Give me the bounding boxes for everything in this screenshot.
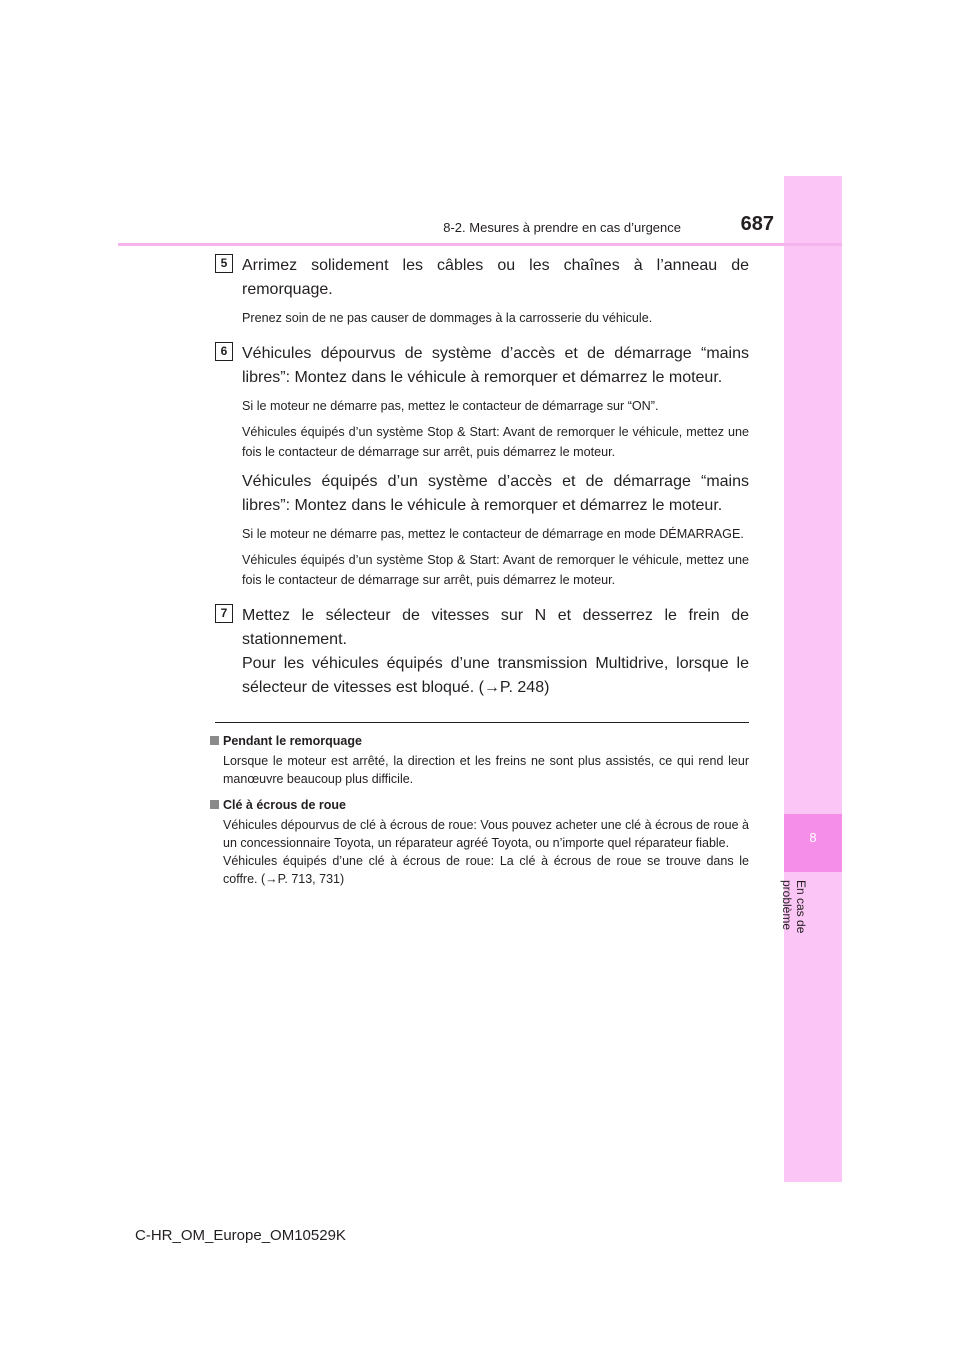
square-bullet-icon bbox=[210, 800, 219, 809]
step-title-alt: Véhicules équipés d’un système d’accès et de démarrage “mains libres”: Montez dans le véhicule à remorquer et démarrez le moteur. bbox=[242, 473, 749, 514]
tip-text: Véhicules dépourvus de clé à écrous de roue: Vous pouvez acheter une clé à écrous de roue à un concessionnaire Toyota, un réparateur agréé Toyota, ou n’importe quel réparateur fiable. bbox=[223, 818, 749, 850]
step-6 bbox=[215, 342, 749, 590]
tips-section bbox=[210, 732, 749, 888]
step-number: 5 bbox=[215, 254, 233, 273]
tip-title bbox=[210, 732, 749, 750]
tip-text: Lorsque le moteur est arrêté, la direction et les freins ne sont plus assistés, ce qui rend leur manœuvre beaucoup plus difficile. bbox=[223, 754, 749, 786]
step-note: Si le moteur ne démarre pas, mettez le contacteur de démarrage en mode DÉMARRAGE. bbox=[242, 527, 744, 541]
step-number: 6 bbox=[215, 342, 233, 361]
section-title: 8-2. Mesures à prendre en cas d’urgence bbox=[443, 220, 681, 235]
step-title-extra: Pour les véhicules équipés d’une transmission Multidrive, lorsque le sélecteur de vitesses est bloqué. (→P. 248) bbox=[242, 655, 749, 696]
step-note: Prenez soin de ne pas causer de dommages à la carrosserie du véhicule. bbox=[242, 311, 653, 325]
page-number: 687 bbox=[740, 213, 774, 235]
chapter-side-tab bbox=[780, 176, 842, 1182]
header-rule bbox=[118, 243, 842, 246]
tip-title-text: Pendant le remorquage bbox=[223, 734, 362, 748]
document-id: C-HR_OM_Europe_OM10529K bbox=[135, 1227, 346, 1244]
chapter-title: En cas de problème bbox=[780, 880, 808, 934]
tip-title bbox=[210, 796, 749, 814]
step-title: Mettez le sélecteur de vitesses sur N et desserrez le frein de stationnement. bbox=[242, 607, 749, 648]
step-title: Arrimez solidement les câbles ou les chaînes à l’anneau de remorquage. bbox=[242, 257, 749, 298]
tip-title-text: Clé à écrous de roue bbox=[223, 798, 346, 812]
page-content bbox=[215, 254, 749, 896]
step-5 bbox=[215, 254, 749, 328]
step-7 bbox=[215, 604, 749, 700]
square-bullet-icon bbox=[210, 736, 219, 745]
step-number: 7 bbox=[215, 604, 233, 623]
step-note: Véhicules équipés d’un système Stop & Start: Avant de remorquer le véhicule, mettez une fois le contacteur de démarrage sur arrêt, puis démarrez le moteur. bbox=[242, 553, 749, 587]
step-note: Véhicules équipés d’un système Stop & Start: Avant de remorquer le véhicule, mettez une fois le contacteur de démarrage sur arrêt, puis démarrez le moteur. bbox=[242, 425, 749, 459]
step-note: Si le moteur ne démarre pas, mettez le contacteur de démarrage sur “ON”. bbox=[242, 399, 659, 413]
chapter-number: 8 bbox=[809, 830, 817, 845]
tip-text: Véhicules équipés d’une clé à écrous de roue: La clé à écrous de roue se trouve dans le coffre. (→P. 713, 731) bbox=[223, 854, 749, 886]
step-title: Véhicules dépourvus de système d’accès et de démarrage “mains libres”: Montez dans le véhicule à remorquer et démarrez le moteur. bbox=[242, 345, 749, 386]
section-divider bbox=[215, 722, 749, 723]
